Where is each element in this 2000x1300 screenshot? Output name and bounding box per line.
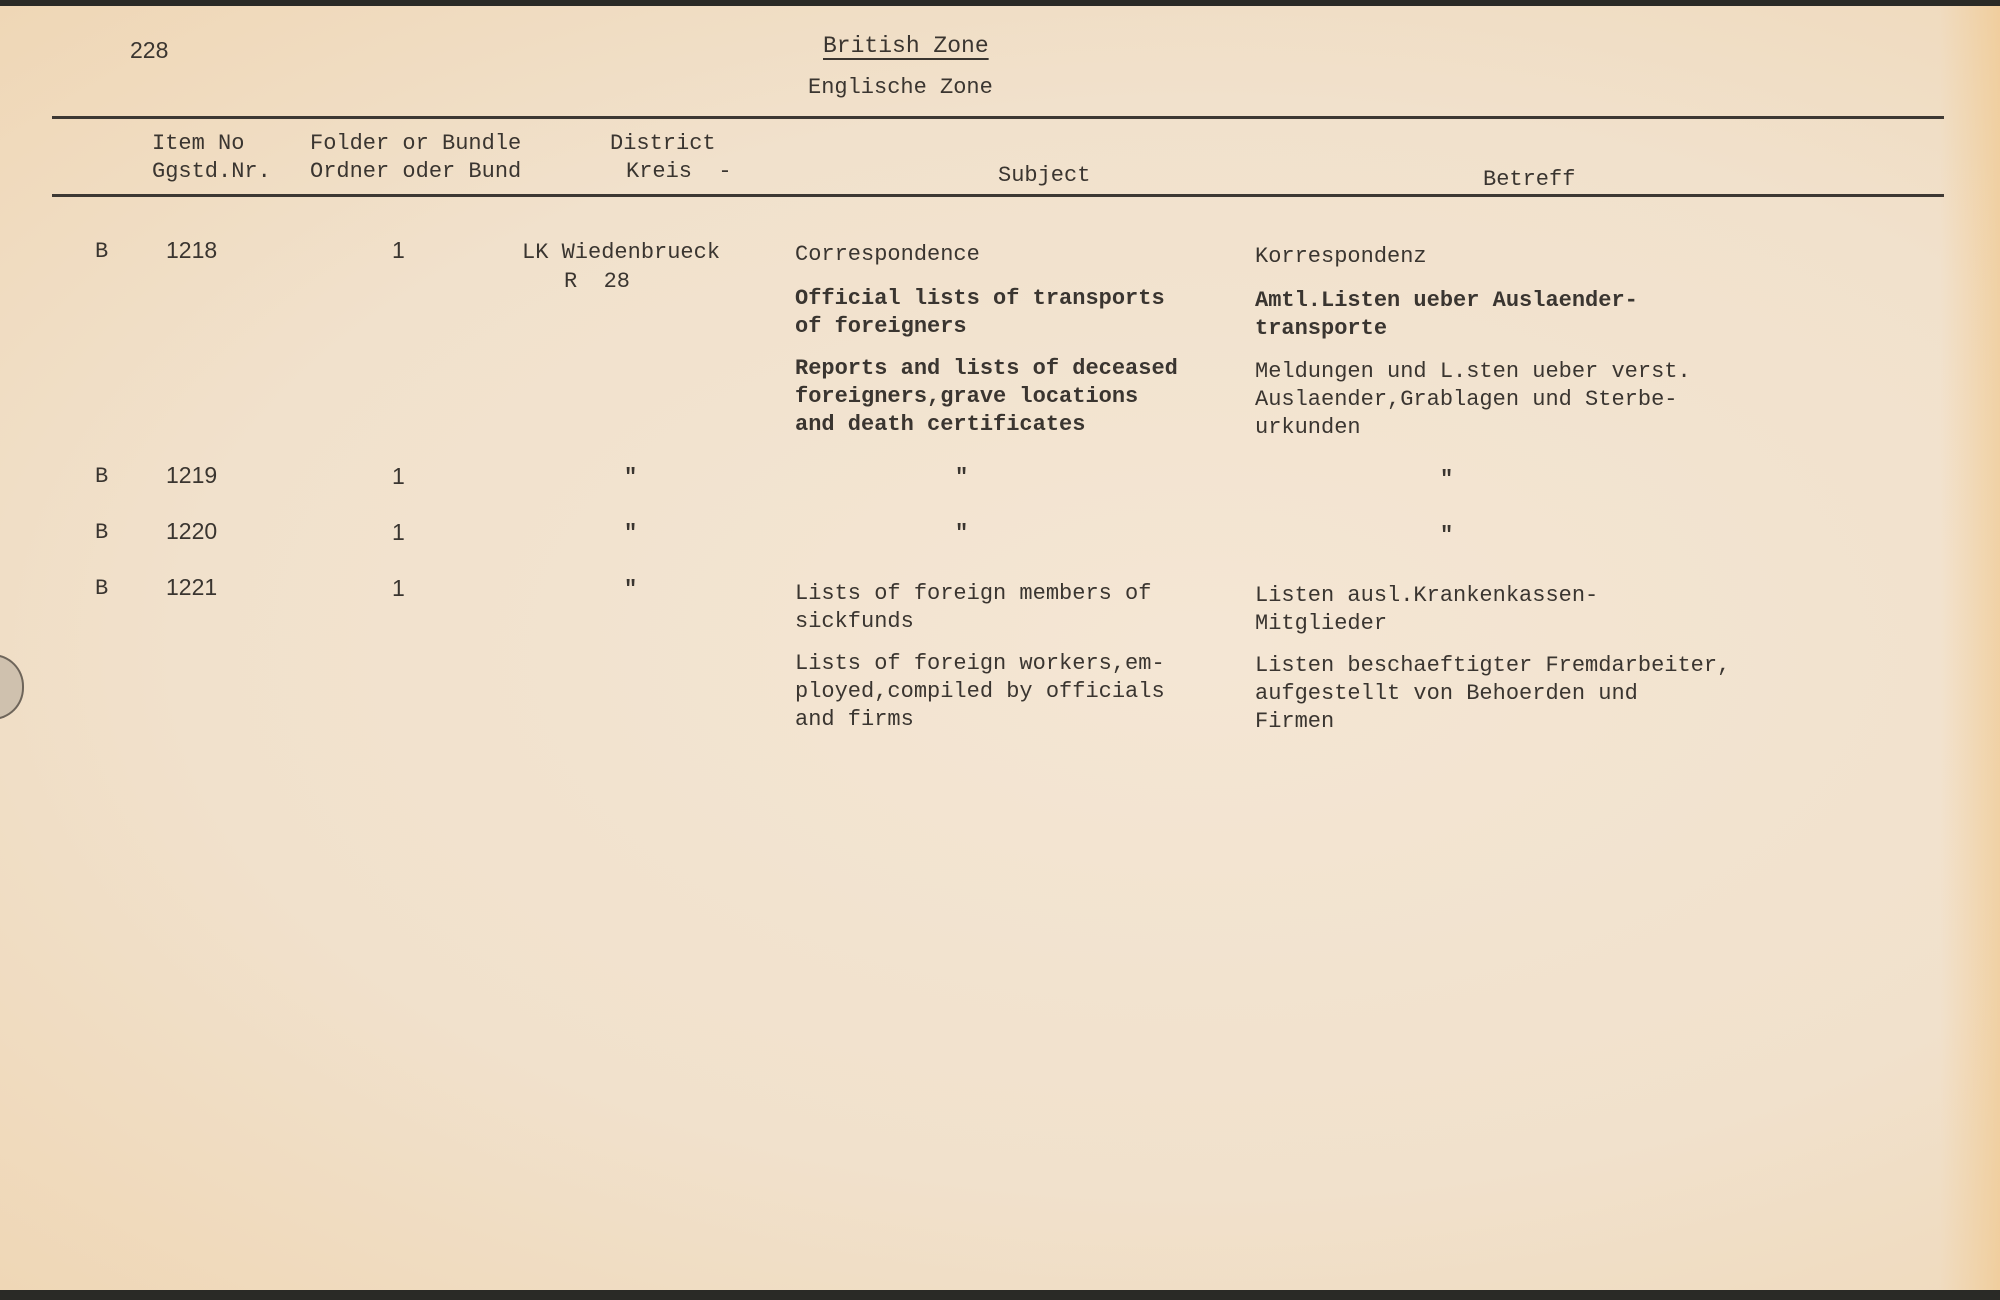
page-subtitle: Englische Zone — [808, 75, 993, 100]
row-betreff: Amtl.Listen ueber Auslaender- transporte — [1255, 288, 1638, 341]
row-betreff-ditto: " — [1440, 523, 1454, 548]
row-prefix: B — [95, 520, 109, 545]
row-item-no: 1218 — [166, 237, 218, 263]
row-item-no: 1219 — [166, 462, 218, 488]
col-district-en: District — [610, 131, 716, 156]
row-district-ditto: " — [624, 577, 638, 602]
col-item-no-de: Ggstd.Nr. — [152, 159, 271, 184]
row-betreff: Meldungen und L.sten ueber verst. Auslaender,Grablagen und Sterbe- urkunden — [1255, 359, 1691, 440]
row-item-no: 1220 — [166, 518, 218, 544]
row-prefix: B — [95, 464, 109, 489]
col-district-de: Kreis - — [626, 159, 732, 184]
col-betreff: Betreff — [1483, 167, 1576, 192]
row-betreff-ditto: " — [1440, 467, 1454, 492]
row-subject: Correspondence — [795, 242, 980, 267]
row-subject: Official lists of transports of foreigners — [795, 286, 1165, 339]
row-district: LK Wiedenbrueck — [522, 240, 721, 265]
row-district-ditto: " — [624, 521, 638, 546]
document-page — [0, 6, 2000, 1290]
header-bottom-rule — [52, 194, 1944, 197]
row-betreff: Listen beschaeftigter Fremdarbeiter, aufgestellt von Behoerden und Firmen — [1255, 653, 1731, 734]
col-item-no-en: Item No — [152, 131, 245, 156]
punch-hole — [0, 654, 24, 720]
col-subject: Subject — [998, 163, 1091, 188]
row-subject: Lists of foreign members of sickfunds — [795, 581, 1152, 634]
page-title: British Zone — [823, 33, 989, 59]
row-betreff: Korrespondenz — [1255, 244, 1427, 269]
row-subject: Reports and lists of deceased foreigners,grave locations and death certificates — [795, 356, 1178, 437]
row-item-no: 1221 — [166, 574, 218, 600]
page-number: 228 — [130, 37, 169, 63]
col-folder-en: Folder or Bundle — [310, 131, 522, 156]
row-prefix: B — [95, 239, 109, 264]
row-district-ditto: " — [624, 465, 638, 490]
row-folder: 1 — [392, 519, 405, 545]
row-subject: Lists of foreign workers,em- ployed,compiled by officials and firms — [795, 651, 1165, 732]
row-subject-ditto: " — [955, 465, 969, 490]
row-folder: 1 — [392, 237, 405, 263]
col-folder-de: Ordner oder Bund — [310, 159, 522, 184]
row-subject-ditto: " — [955, 521, 969, 546]
row-prefix: B — [95, 576, 109, 601]
row-folder: 1 — [392, 463, 405, 489]
row-district-ref: R 28 — [564, 269, 631, 294]
header-top-rule — [52, 116, 1944, 119]
row-folder: 1 — [392, 575, 405, 601]
row-betreff: Listen ausl.Krankenkassen- Mitglieder — [1255, 583, 1599, 636]
